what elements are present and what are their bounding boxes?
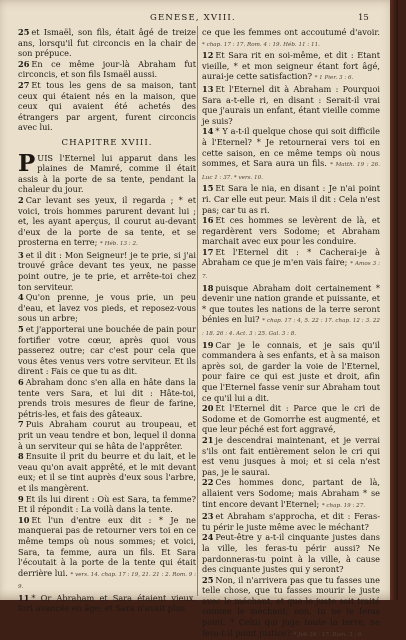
verse xyxy=(202,84,380,126)
verse-number: 26 xyxy=(18,58,30,69)
verse xyxy=(18,593,196,614)
left-column xyxy=(18,27,196,614)
right-column xyxy=(202,27,380,640)
verse xyxy=(202,403,380,435)
verse-number: 23 xyxy=(202,511,214,522)
verse-text: Abraham donc s'en alla en hâte dans la tente vers Sara, et lui dit : Hâte-toi, prends trois mesures de fleur de farine, pétris-les, et fais des gâteaux. xyxy=(18,377,196,419)
book-chapter-title: GENESE, XVIII. xyxy=(150,13,236,23)
verse-text: Car je le connais, et je sais qu'il commandera à ses enfants, et à sa maison après soi, de garder la voie de l'Eternel, pour faire ce qui est juste et droit, afin que l'Eternel fasse venir sur Abraham tout ce qu'il lui a dit. xyxy=(202,339,380,403)
column-divider xyxy=(197,26,198,596)
verse xyxy=(18,195,196,250)
page-edge xyxy=(390,0,398,600)
verse-text: Et ces hommes se levèrent de là, et regardèrent vers Sodome; et Abraham marchait avec eux pour les conduire. xyxy=(202,215,380,247)
verse-text: puisque Abraham doit certainement * devenir une nation grande et puissante, et * que toutes les nations de la terre seront bénies en lui? xyxy=(202,282,380,325)
verse-text: Et l'Eternel dit : * Cacherai-je à Abraham ce que je m'en vais faire; xyxy=(202,246,380,268)
cross-reference: * Job 34 : 17. Rom. 3 : 6. xyxy=(293,631,364,638)
verse xyxy=(18,27,196,59)
verse-text: je descendrai maintenant, et je verrai s'ils ont fait entièrement selon le cri qui est venu jusques à moi; et si cela n'est pas, je le saurai. xyxy=(202,434,380,477)
verse-number: 25 xyxy=(18,27,30,37)
cross-reference: * Matth. 19 : 26. Luc 1 : 37. * vers. 10. xyxy=(202,162,381,181)
verse-number: 17 xyxy=(202,246,214,257)
verse xyxy=(202,575,380,640)
verse-number: 10 xyxy=(18,514,30,525)
chapter-first-verse xyxy=(18,149,196,195)
verse xyxy=(202,340,380,404)
cross-reference: * Héb. 13 : 2. xyxy=(100,241,138,248)
verse xyxy=(202,215,380,247)
verse-number: 3 xyxy=(18,249,24,260)
page-number: 15 xyxy=(358,13,369,23)
verse xyxy=(202,126,380,183)
verse-text: Car levant ses yeux, il regarda ; * et voici, trois hommes parurent devant lui ; et, les ayant aperçus, il courut au-devant d'eux de la porte de sa tente, et se prosterna en terre; xyxy=(18,194,196,248)
verse-number: 8 xyxy=(18,451,24,462)
verse-text: * Or Abraham et Sara étaient vieux, fort avancés en âge; et Sara n'avait plus xyxy=(18,592,196,614)
cross-reference: * chap. 19 : 27. xyxy=(321,502,366,509)
cross-reference: * 1 Pier. 3 : 6. xyxy=(314,75,354,82)
verse-number: 4 xyxy=(18,292,24,303)
verse xyxy=(18,59,196,80)
verse-text: * Y a-t-il quelque chose qui soit difficile à l'Eternel? * Je retournerai vers toi en cette saison, en ce même temps où nous sommes, et Sara aura un fils. xyxy=(202,126,380,169)
verse xyxy=(18,324,196,377)
verse-text: Non, il n'arrivera pas que tu fasses une telle chose, que tu fasses mourir le juste avec le méchant, et que le juste soit traité comme le méchant; non, tu ne le feras point. * Celui qui juge toute la terre, ne fera-t-il point justice? xyxy=(202,574,380,638)
verse-text: En ce même jour-là Abraham fut circoncis, et son fils Ismaël aussi. xyxy=(18,58,196,80)
verse-text: UIS l'Eternel lui apparut dans les plaines de Mamré, comme il était assis à la porte de sa tente, pendant la chaleur du jour. xyxy=(18,152,196,195)
cross-reference: * vers. 14. chap. 17 : 19, 21. 21 : 2. Rom. 9 : 9. xyxy=(18,571,196,591)
verse xyxy=(18,419,196,451)
verse-text: Et Sara le nia, en disant : Je n'ai point ri. Car elle eut peur. Mais il dit : Cela n'est pas; car tu as ri. xyxy=(202,183,380,215)
verse-number: 20 xyxy=(202,403,214,414)
verse-number: 11 xyxy=(18,592,30,603)
verse-number: 12 xyxy=(202,50,214,61)
verse-number: 18 xyxy=(202,282,214,293)
cross-reference: * chap. 17 : 17. Rom. 4 : 19. Héb. 11 : 11. xyxy=(202,41,320,48)
verse-text: et il dit : Mon Seigneur! je te prie, si j'ai trouvé grâce devant tes yeux, ne passe point outre, je te prie, et arrête-toi chez ton serviteur. xyxy=(18,249,196,292)
verse xyxy=(202,247,380,283)
verse xyxy=(18,515,196,593)
verse xyxy=(18,451,196,493)
verse xyxy=(202,477,380,511)
verse-number: 14 xyxy=(202,126,214,137)
verse-number: 15 xyxy=(202,183,214,194)
verse-text: Et l'Eternel dit : Parce que le cri de Sodome et de Gomorrhe est augmenté, et que leur péché est fort aggravé, xyxy=(202,403,380,435)
cross-reference: * Amos 3 : 7. xyxy=(202,261,380,281)
verse-text: Qu'on prenne, je vous prie, un peu d'eau, et lavez vos pieds, et reposez-vous sous un arbre; xyxy=(18,292,196,324)
verse xyxy=(18,377,196,419)
cross-reference: * chap. 17 : 4, 5. 22 : 17. chap. 12 : 3. 22 : 18. 26 : 4. Act. 3 : 25. Gal. 3 : 8. xyxy=(202,318,380,338)
verse-number: 22 xyxy=(202,477,214,488)
verse xyxy=(18,292,196,324)
verse-number: 5 xyxy=(18,324,24,335)
drop-cap: P xyxy=(18,149,36,177)
verse-number: 25 xyxy=(202,574,214,585)
verse-text: Et l'un d'entre eux dit : * Je ne manquerai pas de retourner vers toi en ce même temps où nous sommes; et voici, Sara, ta femme, aura un fils. Et Sara l'écoutait à la porte de la tente qui était derrière lui. xyxy=(18,514,196,578)
verse-text: Et l'Eternel dit à Abraham : Pourquoi Sara a-t-elle ri, en disant : Serait-il vrai que j'aurais un enfant, étant vieille comme je suis? xyxy=(202,83,380,126)
verse-text: Peut-être y a-t-il cinquante justes dans la ville, les feras-tu périr aussi? Ne pardonneras-tu point à la ville, à cause des cinquante justes qui y seront? xyxy=(202,532,380,575)
verse-text: ce que les femmes ont accoutumé d'avoir. xyxy=(202,27,380,37)
verse-number: 24 xyxy=(202,532,214,543)
verse xyxy=(202,283,380,340)
chapter-heading: CHAPITRE XVIII. xyxy=(61,137,153,148)
running-header xyxy=(0,13,398,25)
verse-number: 19 xyxy=(202,339,214,350)
verse-number: 21 xyxy=(202,434,214,445)
verse-text: et Abraham s'approcha, et dit : Feras-tu périr le juste même avec le méchant? xyxy=(202,511,380,532)
verse-text: et Ismaël, son fils, était âgé de treize ans, lorsqu'il fut circoncis en la chair de son prépuce. xyxy=(18,27,196,59)
verse-text: et j'apporterai une bouchée de pain pour fortifier votre cœur, après quoi vous passerez outre; car c'est pour cela que vous êtes venus vers votre serviteur. Et ils dirent : Fais ce que tu as dit. xyxy=(18,324,196,377)
verse-text: Puis Abraham courut au troupeau, et prit un veau tendre et bon, lequel il donna à un serviteur qui se hâta de l'apprêter. xyxy=(18,419,196,451)
verse xyxy=(202,50,380,84)
verse-text: Et tous les gens de sa maison, tant ceux qui étaient nés en la maison, que ceux qui avaient été achetés des étrangers par argent, furent circoncis avec lui. xyxy=(18,79,196,133)
verse xyxy=(202,532,380,574)
verse xyxy=(18,494,196,515)
verse-text: Et ils lui dirent : Où est Sara, ta femme? Et il répondit : La voilà dans la tente. xyxy=(18,493,196,515)
verse xyxy=(202,27,380,50)
verse-text: Ensuite il prit du beurre et du lait, et le veau qu'on avait apprêté, et le mit devant eux; et il se tint auprès d'eux sous l'arbre, et ils mangèrent. xyxy=(18,451,196,493)
verse-number: 27 xyxy=(18,79,30,90)
verse xyxy=(202,183,380,215)
verse xyxy=(18,80,196,133)
verse xyxy=(202,511,380,532)
verse xyxy=(18,250,196,292)
verse-number: 6 xyxy=(18,377,24,387)
verse-text: Ces hommes donc, partant de là, allaient vers Sodome; mais Abraham * se tint encore devant l'Eternel; xyxy=(202,477,380,509)
verse-number: 2 xyxy=(18,194,24,205)
verse xyxy=(202,435,380,477)
verse-text: Et Sara rit en soi-même, et dit : Etant vieille, * et mon seigneur étant fort âgé, aurai-je cette satisfaction? xyxy=(202,50,380,82)
verse-number: 13 xyxy=(202,83,214,94)
verse-number: 16 xyxy=(202,215,214,226)
verse-number: 9 xyxy=(18,493,24,504)
verse-number: 7 xyxy=(18,419,24,430)
